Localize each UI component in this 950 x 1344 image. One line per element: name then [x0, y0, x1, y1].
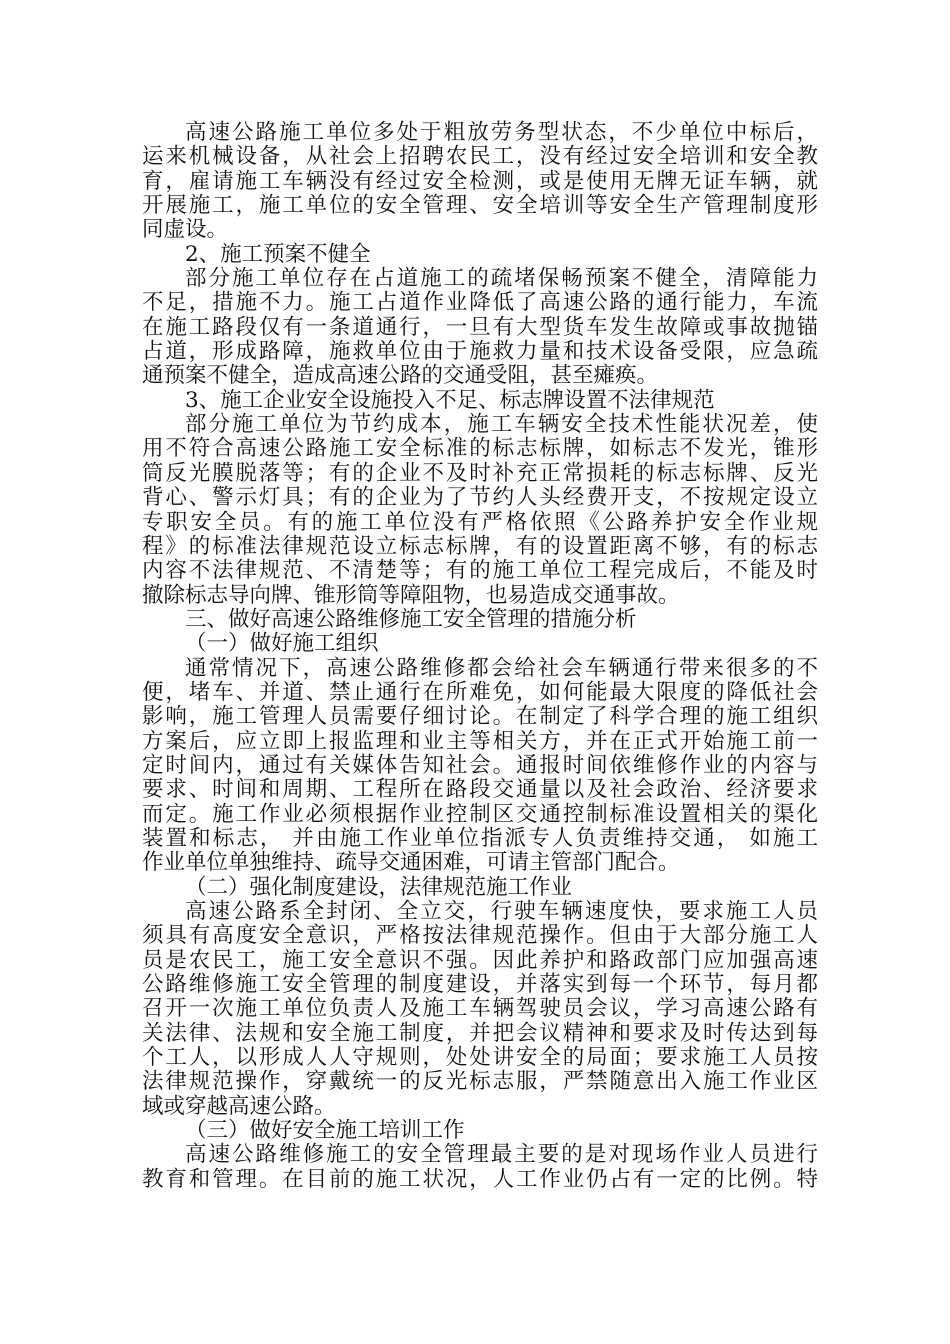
text-line: 三、做好高速公路维修施工安全管理的措施分析 — [185, 606, 637, 632]
document-body — [142, 121, 818, 1192]
text-line: 通常情况下，高速公路维修都会给社会车辆通行带来很多的不 — [185, 655, 818, 681]
text-line: 专职安全员。有的施工单位没有严格依照《公路养护安全作业规 — [142, 509, 818, 535]
text-line: 育，雇请施工车辆没有经过安全检测，或是使用无牌无证车辆，就 — [142, 168, 818, 194]
text-line: 高速公路系全封闭、全立交，行驶车辆速度快，要求施工人员 — [185, 899, 818, 924]
text-line: 关法律、法规和安全施工制度，并把会议精神和要求及时传达到每 — [142, 1020, 818, 1046]
text-line: 域或穿越高速公路。 — [142, 1093, 336, 1119]
text-line: （二）强化制度建设，法律规范施工作业 — [185, 874, 573, 900]
text-line: 程》的标准法律规范设立标志标牌，有的设置距离不够，有的标志 — [142, 533, 818, 559]
text-line: 部分施工单位存在占道施工的疏堵保畅预案不健全，清障能力 — [185, 266, 818, 292]
text-line: 在施工路段仅有一条道通行，一旦有大型货车发生故障或事故抛锚 — [142, 314, 818, 340]
text-line: 通预案不健全，造成高速公路的交通受阻，甚至瘫痪。 — [142, 363, 659, 389]
text-line: 同虚设。 — [142, 217, 229, 243]
text-line: 运来机械设备，从社会上招聘农民工，没有经过安全培训和安全教 — [142, 144, 818, 170]
text-line: 员是农民工，施工安全意识不强。因此养护和路政部门应加强高速 — [142, 947, 818, 973]
text-line: 3、施工企业安全设施投入不足、标志牌设置不法律规范 — [185, 387, 715, 413]
text-line: 便，堵车、并道、禁止通行在所难免，如何能最大限度的降低社会 — [142, 679, 818, 705]
text-line: 撤除标志导向牌、锥形筒等障阻物，也易造成交通事故。 — [142, 582, 680, 608]
text-line: 须具有高度安全意识，严格按法律规范操作。但由于大部分施工人 — [142, 923, 818, 949]
text-line: 2、施工预案不健全 — [185, 241, 371, 267]
text-line: 开展施工，施工单位的安全管理、安全培训等安全生产管理制度形 — [142, 193, 818, 219]
text-line: 高速公路维修施工的安全管理最主要的是对现场作业人员进行 — [185, 1142, 818, 1168]
text-line: 召开一次施工单位负责人及施工车辆驾驶员会议，学习高速公路有 — [142, 996, 818, 1022]
text-line: 而定。施工作业必须根据作业控制区交通控制标准设置相关的渠化 — [142, 801, 818, 827]
text-line: （三）做好安全施工培训工作 — [185, 1118, 465, 1144]
text-line: 方案后，应立即上报监理和业主等相关方，并在正式开始施工前一 — [142, 728, 818, 754]
text-line: 用不符合高速公路施工安全标准的标志标牌，如标志不发光，锥形 — [142, 436, 818, 462]
text-line: 装置和标志， 并由施工作业单位指派专人负责维持交通， 如施工 — [142, 825, 818, 851]
text-line: 占道，形成路障，施救单位由于施救力量和技术设备受限，应急疏 — [142, 339, 818, 365]
text-line: 不足，措施不力。施工占道作业降低了高速公路的通行能力，车流 — [142, 290, 818, 316]
text-line: 内容不法律规范、不清楚等；有的施工单位工程完成后，不能及时 — [142, 558, 818, 584]
text-line: 部分施工单位为节约成本，施工车辆安全技术性能状况差，使 — [185, 412, 818, 438]
text-line: 影响，施工管理人员需要仔细讨论。在制定了科学合理的施工组织 — [142, 704, 818, 730]
text-line: 作业单位单独维持、疏导交通困难，可请主管部门配合。 — [142, 850, 680, 876]
text-line: 教育和管理。在目前的施工状况，人工作业仍占有一定的比例。特 — [142, 1166, 818, 1192]
text-line: 法律规范操作，穿戴统一的反光标志服，严禁随意出入施工作业区 — [142, 1069, 818, 1095]
text-line: 筒反光膜脱落等；有的企业不及时补充正常损耗的标志标牌、反光 — [142, 460, 818, 486]
text-line: 定时间内，通过有关媒体告知社会。通报时间依维修作业的内容与 — [142, 752, 818, 778]
text-line: 高速公路施工单位多处于粗放劳务型状态，不少单位中标后， — [185, 120, 818, 145]
text-line: （一）做好施工组织 — [185, 631, 379, 657]
text-line: 个工人，以形成人人守规则，处处讲安全的局面；要求施工人员按 — [142, 1045, 818, 1071]
text-line: 要求、时间和周期、工程所在路段交通量以及社会政治、经济要求 — [142, 777, 818, 803]
text-line: 背心、警示灯具；有的企业为了节约人头经费开支，不按规定设立 — [142, 485, 818, 511]
text-line: 公路维修施工安全管理的制度建设，并落实到每一个环节，每月都 — [142, 972, 818, 998]
